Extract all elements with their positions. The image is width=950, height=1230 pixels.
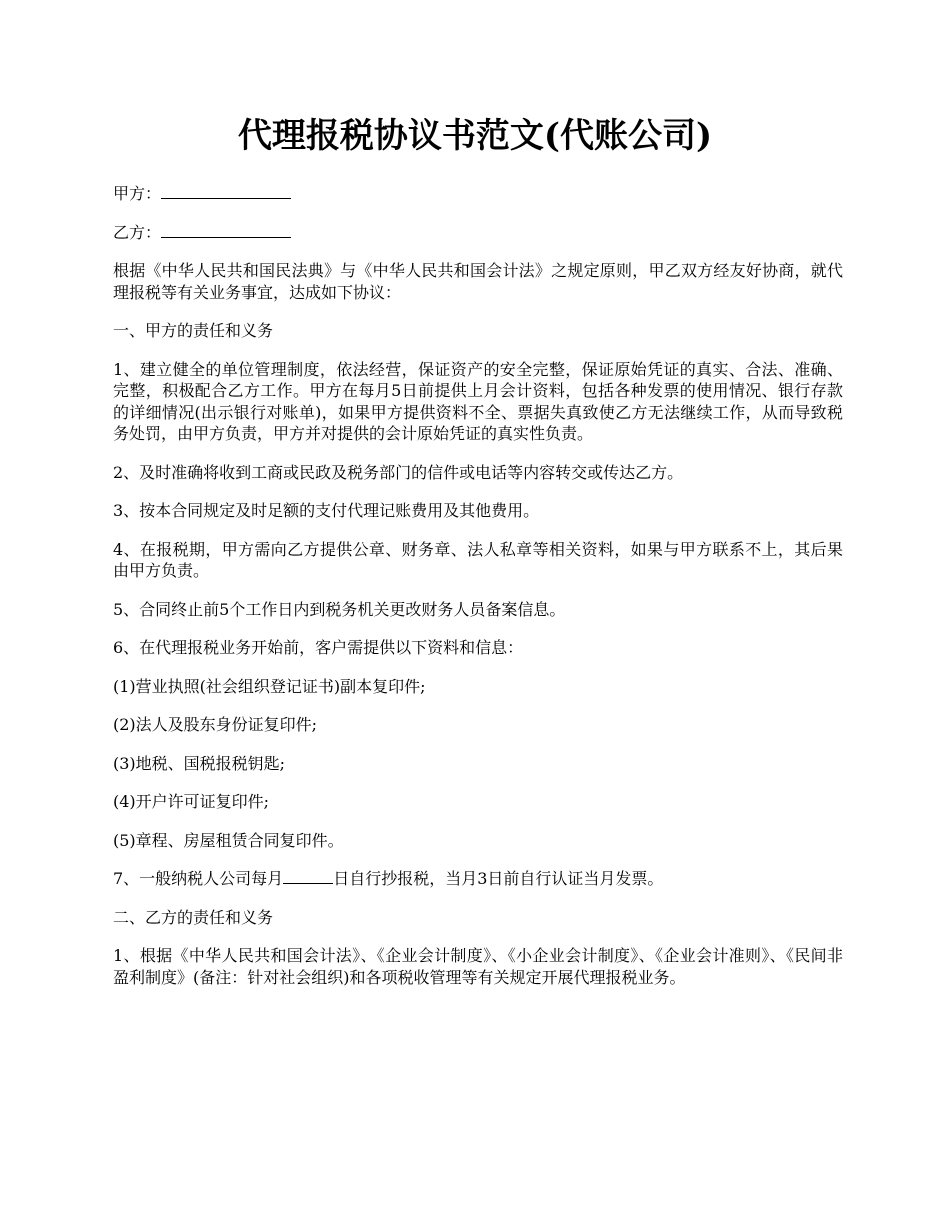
item-7-blank: [283, 869, 333, 884]
party-b-label: 乙方：: [113, 222, 162, 242]
section-1-subitem-4: (4)开户许可证复印件;: [113, 792, 270, 811]
section-1-item-7: [113, 868, 843, 890]
section-2-item-1: 1、根据《中华人民共和国会计法》、《企业会计制度》、《小企业会计制度》、《企业会计准则》、《民间非盈利制度》(备注：针对社会组织)和各项税收管理等有关规定开展代理报税业务。: [113, 946, 843, 987]
section-1-item-3: 3、按本合同规定及时足额的支付代理记账费用及其他费用。: [113, 501, 540, 520]
party-a-blank: [161, 184, 291, 199]
intro-paragraph: 根据《中华人民共和国民法典》与《中华人民共和国会计法》之规定原则，甲乙双方经友好协商，就代理报税等有关业务事宜，达成如下协议：: [113, 261, 843, 302]
section-1-item-2: 2、及时准确将收到工商或民政及税务部门的信件或电话等内容转交或传达乙方。: [113, 462, 684, 482]
section-1-item-1: 1、建立健全的单位管理制度，依法经营，保证资产的安全完整，保证原始凭证的真实、合法、准确、完整，积极配合乙方工作。甲方在每月5日前提供上月会计资料，包括各种发票的使用情况、银行存款的详细情况(出示银行对账单)，如果甲方提供资料不全、票据失真致使乙方无法继续工作，从而导致税务处罚，由甲方负责，甲方并对提供的会计原始凭证的真实性负责。: [113, 359, 843, 443]
party-b-blank: [161, 223, 291, 238]
party-b-line: [113, 222, 843, 244]
section-1-subitem-1: (1)营业执照(社会组织登记证书)副本复印件;: [113, 676, 426, 696]
section-2-heading: 二、乙方的责任和义务: [113, 907, 274, 927]
section-1-subitem-5: (5)章程、房屋租赁合同复印件。: [113, 830, 344, 850]
section-1-heading: 一、甲方的责任和义务: [113, 321, 274, 340]
party-a-line: [113, 183, 843, 205]
section-1-subitem-3: (3)地税、国税报税钥匙;: [113, 753, 286, 773]
section-1-item-5: 5、合同终止前5个工作日内到税务机关更改财务人员备案信息。: [113, 599, 566, 619]
item-7-text-after: 日自行抄报税，当月3日前自行认证当月发票。: [333, 869, 664, 888]
document-body: [113, 183, 843, 1005]
section-1-item-6: 6、在代理报税业务开始前，客户需提供以下资料和信息：: [113, 638, 524, 657]
document-title: 代理报税协议书范文(代账公司): [237, 116, 713, 156]
item-7-text-before: 7、一般纳税人公司每月: [113, 869, 284, 888]
section-1-item-4: 4、在报税期，甲方需向乙方提供公章、财务章、法人私章等相关资料，如果与甲方联系不上，其后果由甲方负责。: [113, 539, 843, 580]
section-1-subitem-2: (2)法人及股东身份证复印件;: [113, 715, 318, 734]
party-a-label: 甲方：: [113, 184, 162, 203]
